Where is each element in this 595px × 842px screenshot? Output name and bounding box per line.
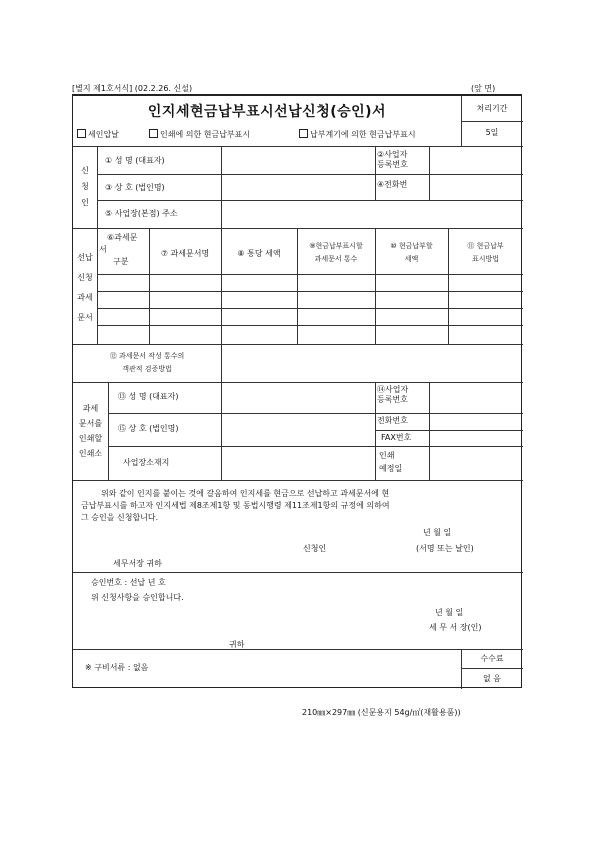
printer-section-label: 과세 문서를 인쇄할 인쇄소 [78,404,103,458]
approval-recipient: 귀하 [229,640,245,649]
divider [429,146,430,200]
form-title: 인지세현금납부표시선납신청(승인)서 [147,104,387,120]
divider [461,668,523,669]
applicant-section-label: 신 청 인 [81,166,89,207]
trade-name-label: ③ 상 호 (법인명) [105,183,165,192]
print-date-label: 인쇄 예정일 [379,451,403,473]
divider [73,146,523,147]
divider [375,146,376,200]
divider [375,382,376,480]
paper-spec: 210㎜×297㎜ (신문용지 54g/㎡(재활용품)) [302,708,461,717]
form-code: [별지 제1호서식] (02.2.26. 신설) [72,84,193,93]
divider [97,291,523,292]
declaration-text: 위와 같이 인지를 붙이는 것에 갈음하여 인지세를 현금으로 선납하고 과세문서에 현 금납부표시를 하고자 인지세법 제8조제1항 및 동법시행령 제11조제1항의 규정에 의하여 그 승인을 신청합니다. [81,489,390,522]
printer-trade-name-label: ⑮ 상 호 (법인명) [118,424,179,433]
divider [73,649,523,650]
phone-label: ④전화번 [377,180,408,189]
divider [73,344,523,345]
printer-fax-label: FAX번호 [381,433,412,442]
divider [97,274,523,275]
name-label: ① 성 명 (대표자) [105,156,165,165]
divider [461,121,523,122]
business-reg-label: ②사업자 등록번호 [377,150,408,169]
printer-name-label: ⑬ 성 명 (대표자) [118,392,179,401]
processing-label: 처리기간 [476,104,508,113]
divider [97,308,523,309]
processing-value: 5일 [485,128,499,137]
tax-docs-section-label: 선납 신청 과세 문서 [77,253,93,322]
printer-phone-label: 전화번호 [377,416,408,425]
divider [97,146,98,228]
divider [97,228,98,344]
divider [73,572,523,573]
printer-location-label: 사업장소재지 [123,458,170,467]
divider [73,480,523,481]
divider [221,228,222,344]
page-side: (앞 면) [471,84,496,93]
divider [97,174,523,175]
divider [73,228,523,229]
required-documents: ※ 구비서류 : 없음 [85,663,149,672]
divider [375,430,523,431]
checkbox[interactable] [149,129,158,138]
divider [97,325,523,326]
divider [221,344,222,382]
approval-statement: 위 신청사항을 승인합니다. [91,593,184,602]
divider [221,146,222,200]
tax-official: 세 무 서 장(인) [429,623,482,632]
option-seal[interactable]: 세인압날 [77,129,119,140]
col6-header: ⑥과세문 서 구분 [99,233,138,266]
divider [221,200,222,228]
divider [97,200,523,201]
checkbox[interactable] [77,129,86,138]
option-meter[interactable]: 납부계기에 의한 현금납부표시 [299,129,416,140]
divider [149,228,150,344]
approval-number: 승인번호 : 선납 년 호 [91,578,166,587]
col7-header: ⑦ 과세문서명 [160,249,210,258]
address-label: ⑤ 사업장(본점) 주소 [105,209,178,218]
declaration-date: 년 월 일 [423,528,452,537]
divider [108,382,109,480]
approval-date: 년 월 일 [435,608,464,617]
divider [108,446,523,447]
fee-value: 없 음 [483,674,501,683]
divider [108,413,523,414]
divider [221,382,222,480]
declaration-recipient: 세무서장 귀하 [113,559,162,568]
col10-header: ⑩ 현금납부할 세액 [390,242,433,263]
fee-label: 수수료 [480,654,504,663]
printer-business-reg-label: ⑭사업자 등록번호 [377,385,409,404]
checkbox[interactable] [299,129,308,138]
verification-label: ⑫ 과세문서 작성 통수의 객관적 검증방법 [109,352,185,373]
col11-header: ⑪ 현금납부 표시방법 [467,242,504,263]
application-form [72,95,522,688]
option-print[interactable]: 인쇄에 의한 현금납부표시 [149,129,250,140]
applicant-signature-label: 신청인 [303,544,327,553]
divider [429,382,430,480]
sign-label: (서명 또는 날인) [416,544,474,553]
col8-header: ⑧ 통당 세액 [237,249,281,258]
col9-header: ⑨현금납부표시할 과세문서 통수 [309,242,363,263]
divider [73,382,523,383]
